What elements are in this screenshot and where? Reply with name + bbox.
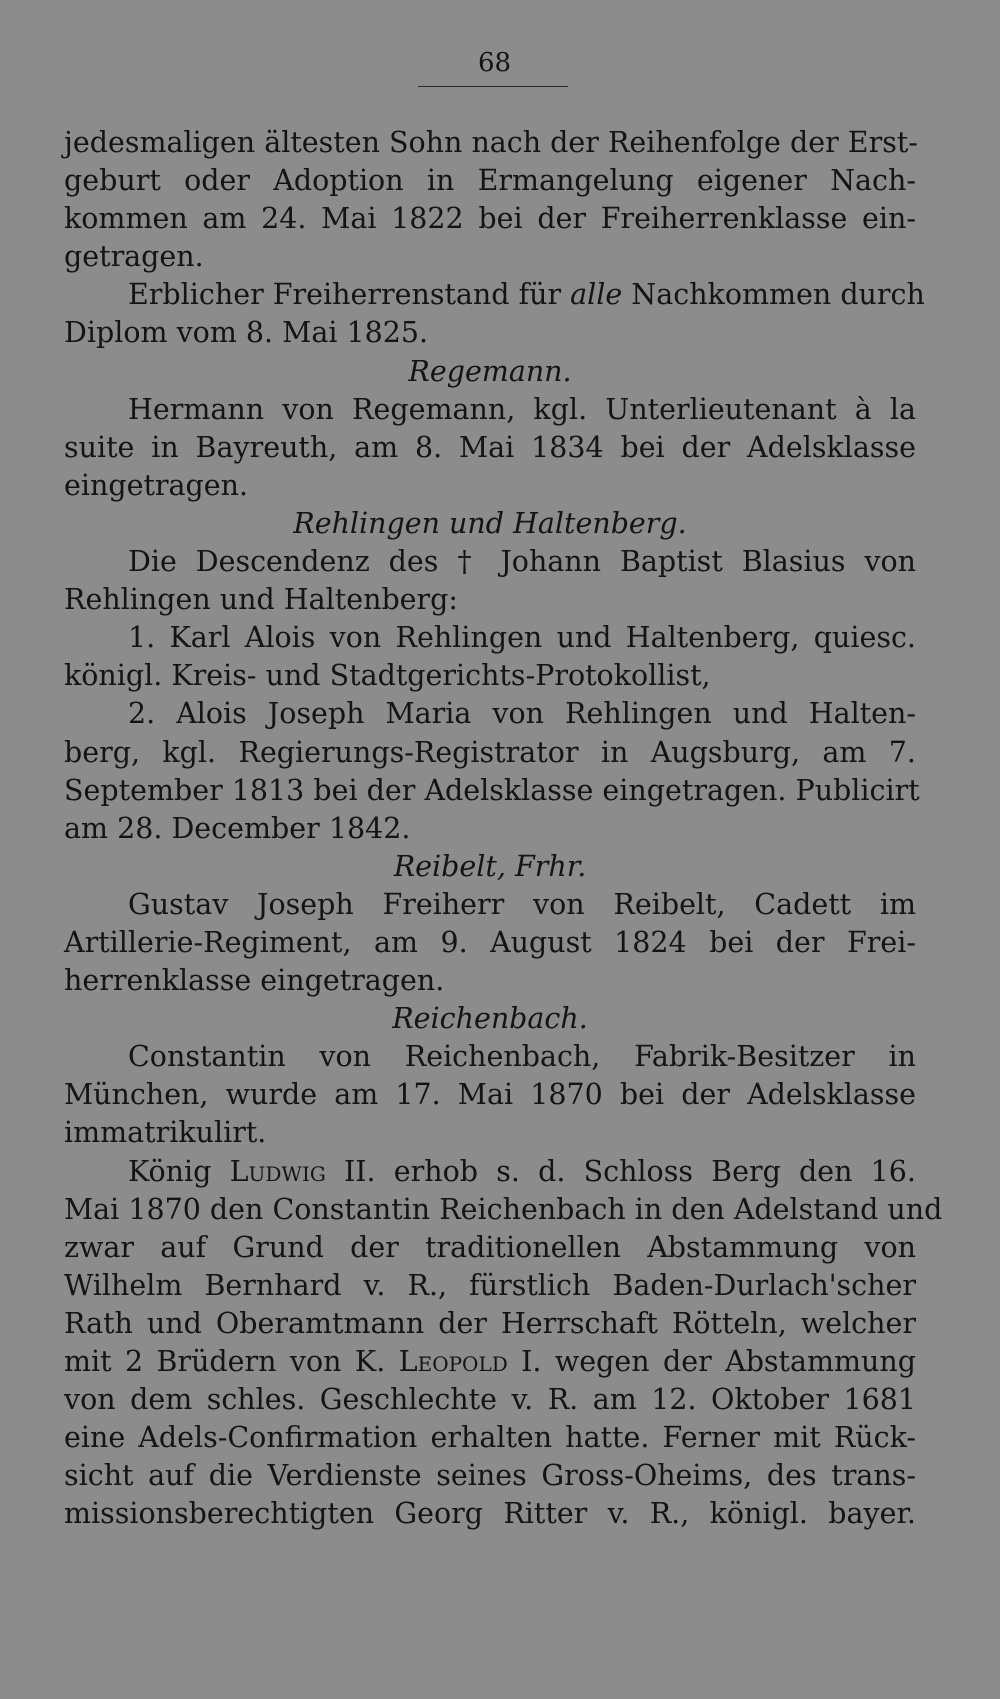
entry-heading: Rehlingen und Haltenberg. bbox=[293, 506, 687, 540]
entry-heading: Regemann. bbox=[408, 354, 572, 388]
entry-heading: Reichenbach. bbox=[392, 1002, 588, 1036]
paragraph-last-line: am 28. December 1842. bbox=[64, 811, 411, 845]
paragraph-last-line: Rehlingen und Haltenberg: bbox=[64, 583, 459, 617]
paragraph-first-line: Die Descendenz des † Johann Baptist Blasius von bbox=[128, 545, 916, 579]
paragraph-first-line: Constantin von Reichenbach, Fabrik-Besitzer in bbox=[128, 1040, 916, 1074]
text-line: kommen am 24. Mai 1822 bei der Freiherrenklasse ein- bbox=[64, 202, 916, 236]
text-line: geburt oder Adoption in Ermangelung eigener Nach- bbox=[64, 164, 916, 198]
paragraph-first-line: Hermann von Regemann, kgl. Unterlieutenant à la bbox=[128, 392, 916, 426]
text-line: zwar auf Grund der traditionellen Abstammung von bbox=[64, 1230, 916, 1264]
text-line: mit 2 Brüdern von K. Leopold I. wegen der Abstammung bbox=[64, 1345, 917, 1378]
paragraph-first-line: 2. Alois Joseph Maria von Rehlingen und Halten- bbox=[128, 697, 916, 731]
paragraph-last-line: eingetragen. bbox=[64, 468, 249, 502]
entry-heading: Reibelt, Frhr. bbox=[393, 849, 587, 883]
body-text bbox=[64, 124, 943, 1533]
text-line: Artillerie-Regiment, am 9. August 1824 bei der Frei- bbox=[64, 925, 916, 959]
paragraph-first-line: Erblicher Freiherrenstand für alle Nachkommen durch bbox=[128, 278, 925, 312]
text-line: eine Adels-Confirmation erhalten hatte. Ferner mit Rück- bbox=[64, 1421, 916, 1455]
text-line: suite in Bayreuth, am 8. Mai 1834 bei der Adelsklasse bbox=[64, 430, 916, 464]
text-line: sicht auf die Verdienste seines Gross-Oheims, des trans- bbox=[64, 1459, 916, 1493]
paragraph-last-line: herrenklasse eingetragen. bbox=[64, 964, 445, 998]
text-line: berg, kgl. Regierungs-Registrator in Augsburg, am 7. bbox=[64, 735, 916, 769]
header-rule bbox=[418, 86, 568, 87]
paragraph-last-line: getragen. bbox=[64, 240, 204, 274]
paragraph-last-line: immatrikulirt. bbox=[64, 1116, 267, 1150]
paragraph-first-line: König Ludwig II. erhob s. d. Schloss Berg den 16. bbox=[128, 1154, 916, 1188]
text-line: missionsberechtigten Georg Ritter v. R., königl. bayer. bbox=[64, 1497, 916, 1531]
page-number: 68 bbox=[478, 48, 512, 78]
text-line: von dem schles. Geschlechte v. R. am 12. Oktober 1681 bbox=[64, 1383, 916, 1417]
paragraph-last-line: königl. Kreis- und Stadtgerichts-Protokollist, bbox=[64, 659, 711, 693]
text-line: Rath und Oberamtmann der Herrschaft Rötteln, welcher bbox=[64, 1306, 916, 1340]
text-line: Mai 1870 den Constantin Reichenbach in den Adelstand und bbox=[64, 1192, 943, 1226]
paragraph-last-line: Diplom vom 8. Mai 1825. bbox=[64, 316, 429, 350]
text-line: Wilhelm Bernhard v. R., fürstlich Baden-Durlach'scher bbox=[64, 1268, 916, 1302]
paragraph-first-line: 1. Karl Alois von Rehlingen und Haltenberg, quiesc. bbox=[128, 621, 916, 655]
text-line: München, wurde am 17. Mai 1870 bei der Adelsklasse bbox=[64, 1078, 916, 1112]
text-line: jedesmaligen ältesten Sohn nach der Reihenfolge der Erst- bbox=[64, 126, 918, 159]
paragraph-first-line: Gustav Joseph Freiherr von Reibelt, Cadett im bbox=[128, 887, 916, 921]
text-line: September 1813 bei der Adelsklasse eingetragen. Publicirt bbox=[64, 773, 920, 807]
